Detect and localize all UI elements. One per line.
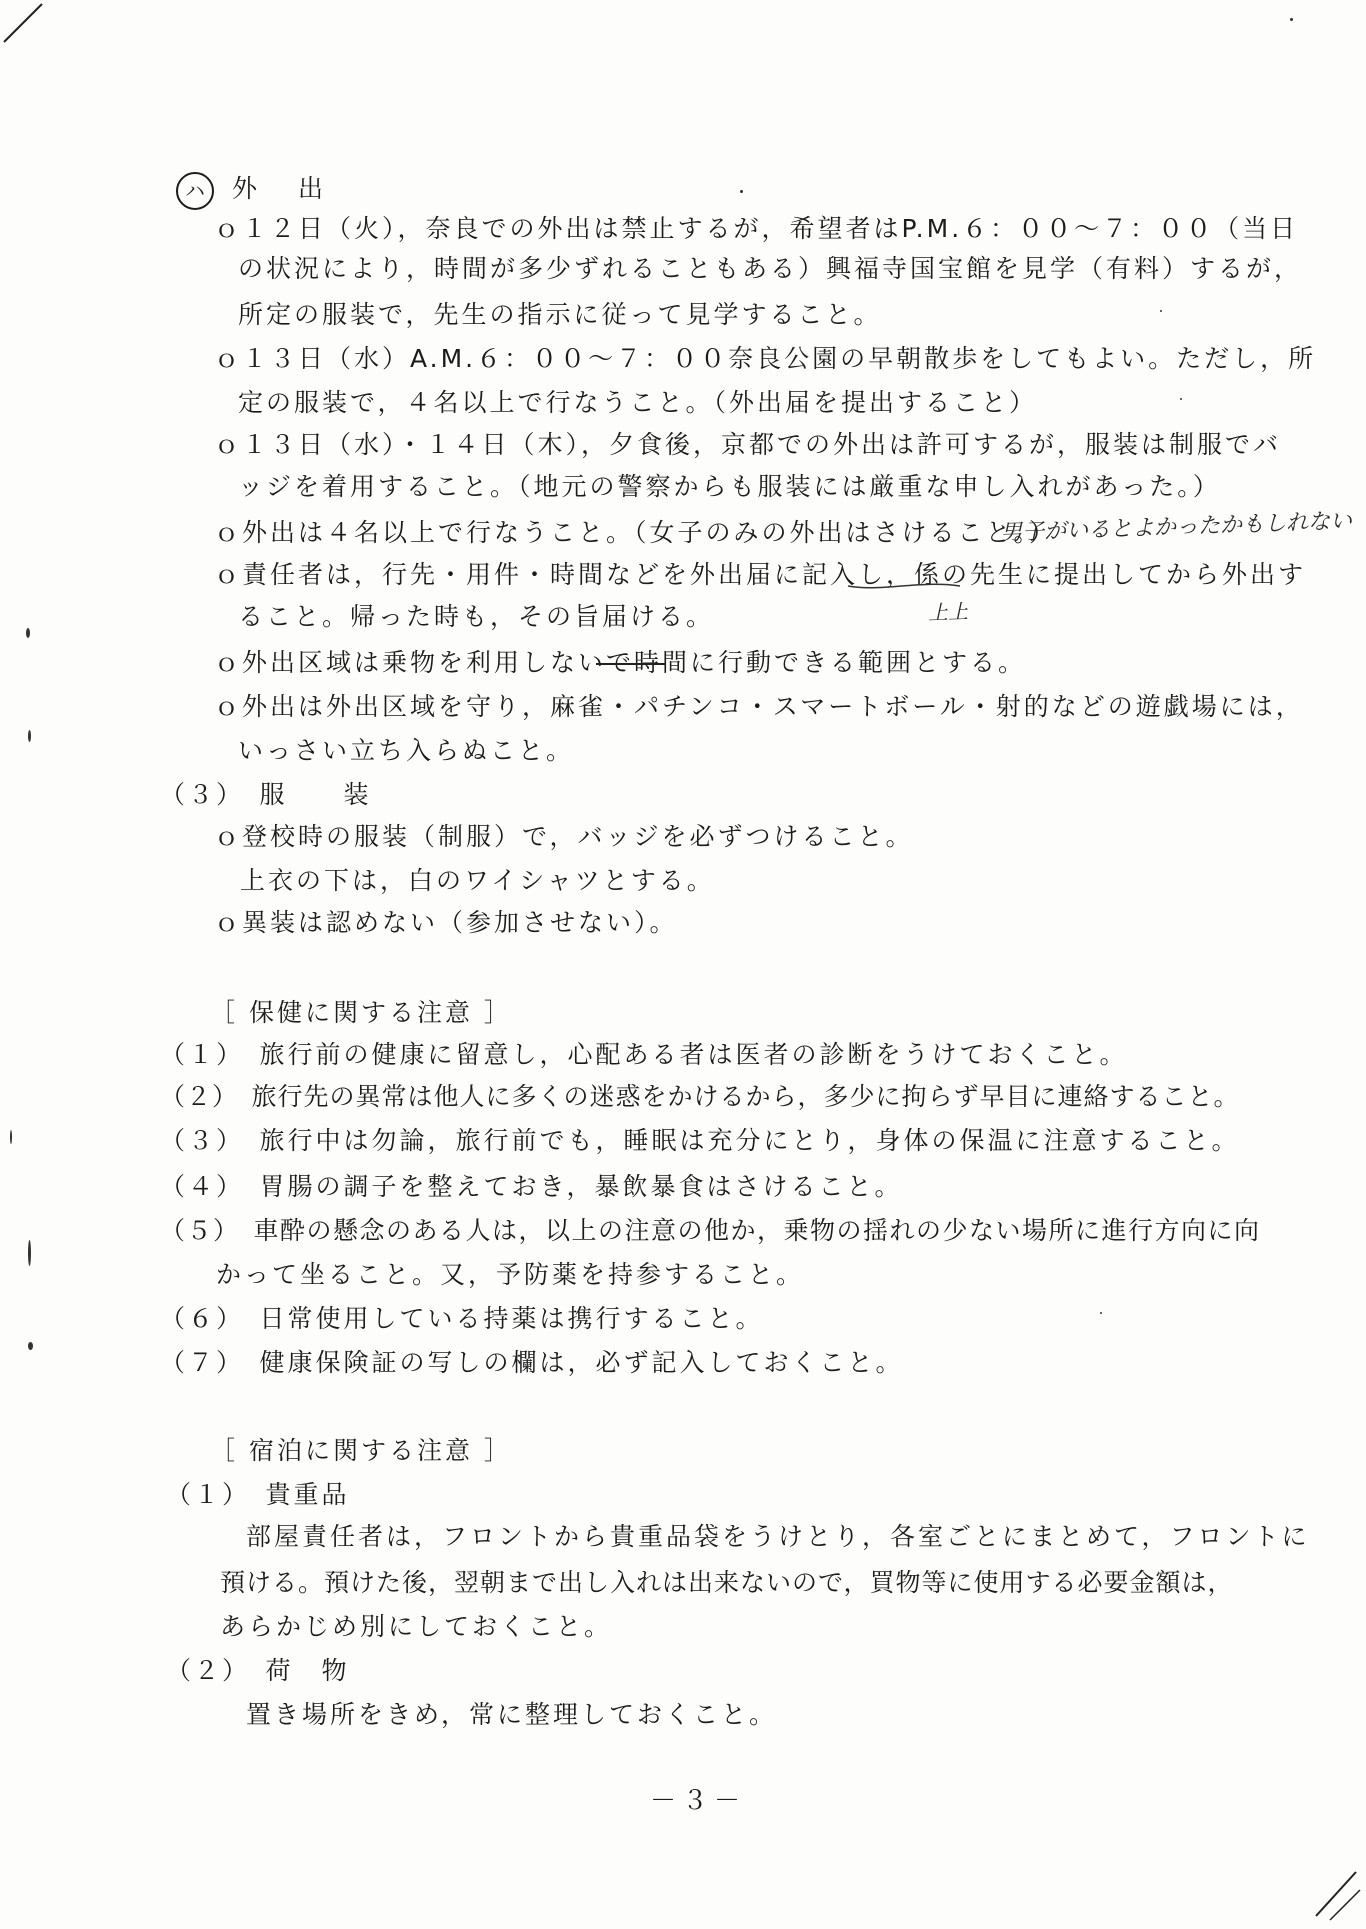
clothing-line: ｏ異装は認めない（参加させない）。 xyxy=(214,908,678,937)
outing-heading: 外 出 xyxy=(232,174,332,203)
lodging-line: 置き場所をきめ，常に整理しておくこと。 xyxy=(246,1700,778,1729)
health-line: かって坐ること。又，予防薬を持参すること。 xyxy=(216,1260,805,1289)
outing-line: ること。帰った時も，その旨届ける。 xyxy=(238,602,715,631)
handwritten-note: 男子がいるとよかったかもしれない xyxy=(999,508,1353,547)
outing-line: 定の服装で，４名以上で行なうこと。（外出届を提出すること） xyxy=(238,388,1038,417)
scan-dot xyxy=(1290,18,1293,21)
scan-dot xyxy=(1180,398,1182,400)
health-line: （７） 健康保険証の写しの欄は，必ず記入しておくこと。 xyxy=(160,1348,904,1377)
outing-line: ッジを着用すること。（地元の警察からも服装には厳重な申し入れがあった。） xyxy=(238,472,1221,501)
health-line: （４） 胃腸の調子を整えておき，暴飲暴食はさけること。 xyxy=(160,1172,903,1201)
scan-dot xyxy=(1100,1312,1102,1314)
page-number: －３－ xyxy=(650,1786,747,1816)
handwritten-mark: 上上 xyxy=(927,599,969,625)
lodging-line: 預ける。預けた後，翌朝まで出し入れは出来ないので，買物等に使用する必要金額は， xyxy=(220,1568,1234,1597)
outing-line: ｏ１３日（水）・１４日（木），夕食後，京都での外出は許可するが，服装は制服でバ xyxy=(214,430,1282,459)
lodging-item-label: （２） 荷 物 xyxy=(166,1656,350,1685)
clothing-line: ｏ登校時の服装（制服）で，バッジを必ずつけること。 xyxy=(214,822,914,851)
outing-line: ｏ１２日（火），奈良での外出は禁止するが，希望者はP.M.６：００～７：００（当日 xyxy=(214,214,1299,243)
health-line: （６） 日常使用している持薬は携行すること。 xyxy=(160,1304,764,1333)
outing-line: ｏ外出は外出区域を守り，麻雀・パチンコ・スマートボール・射的などの遊戯場には， xyxy=(214,692,1304,721)
outing-line: ｏ責任者は，行先・用件・時間などを外出届に記入し，係の先生に提出してから外出す xyxy=(214,560,1307,589)
lodging-line: あらかじめ別にしておくこと。 xyxy=(220,1612,613,1641)
outing-line: 所定の服装で，先生の指示に従って見学すること。 xyxy=(238,300,882,329)
outing-line: の状況により，時間が多少ずれることもある）興福寺国宝館を見学（有料）するが， xyxy=(238,254,1303,283)
health-line: （５） 車酔の懸念のある人は，以上の注意の他か，乗物の揺れの少ない場所に進行方向に向 xyxy=(160,1216,1261,1245)
outing-line: ｏ外出は４名以上で行なうこと。（女子のみの外出はさけること。） xyxy=(214,518,1058,547)
outing-line: いっさい立ち入らぬこと。 xyxy=(238,736,575,765)
lodging-item-label: （１） 貴重品 xyxy=(166,1480,350,1509)
section-marker-circle: ハ xyxy=(176,172,214,210)
lodging-heading: ［ 宿泊に関する注意 ］ xyxy=(210,1436,512,1465)
lodging-line: 部屋責任者は，フロントから貴重品袋をうけとり，各室ごとにまとめて，フロントに xyxy=(246,1522,1310,1551)
health-line: （１） 旅行前の健康に留意し，心配ある者は医者の診断をうけておくこと。 xyxy=(160,1040,1128,1069)
scan-dot xyxy=(1160,310,1162,312)
scan-dot xyxy=(740,190,743,193)
health-heading: ［ 保健に関する注意 ］ xyxy=(210,998,512,1027)
outing-line: ｏ１３日（水）A.M.６：００～７：００奈良公園の早朝散歩をしてもよい。ただし，所 xyxy=(214,344,1317,373)
health-line: （３） 旅行中は勿論，旅行前でも，睡眠は充分にとり，身体の保温に注意すること。 xyxy=(160,1126,1240,1155)
clothing-line: 上衣の下は，白のワイシャツとする。 xyxy=(240,866,715,895)
clothing-heading: （３） 服 装 xyxy=(160,780,372,809)
outing-line: ｏ外出区域は乗物を利用しないで時間に行動できる範囲とする。 xyxy=(214,648,1027,677)
health-line: （２） 旅行先の異常は他人に多くの迷惑をかけるから，多少に拘らず早目に連絡すること。 xyxy=(160,1082,1240,1111)
